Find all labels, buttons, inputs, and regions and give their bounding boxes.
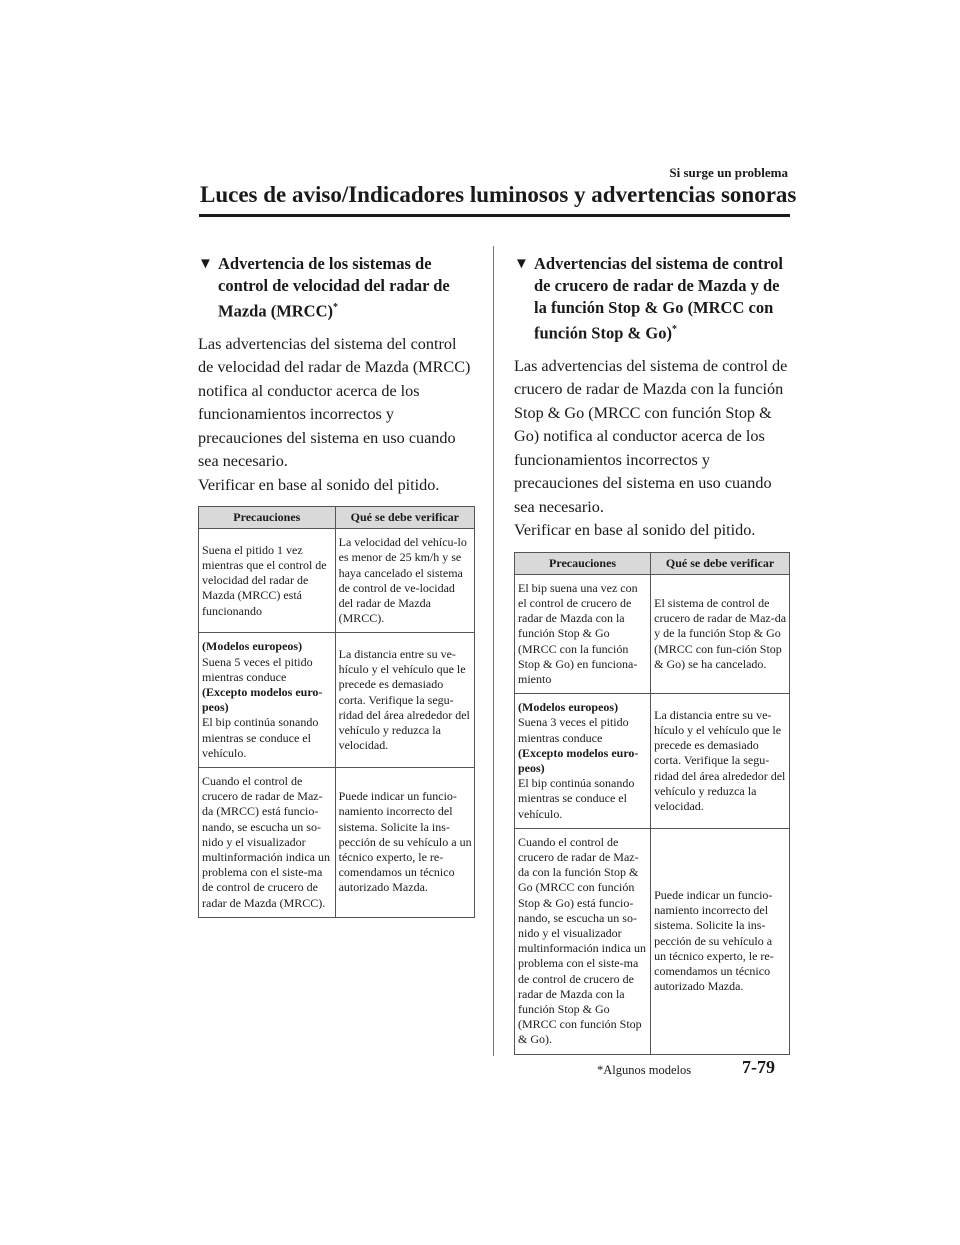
table-cell: El sistema de control de crucero de radar de Maz-da y de la función Stop & Go (MRCC con fun-ción Stop & Go) se ha cancelado. — [651, 574, 790, 693]
section-heading-mrcc — [198, 253, 475, 323]
chapter-label: Si surge un problema — [669, 165, 788, 180]
table-cell: Puede indicar un funcio-namiento incorrecto del sistema. Solicite la ins-pección de su vehículo a un técnico experto, le re-comendamos un técnico autorizado Mazda. — [335, 768, 474, 918]
table-header-check: Qué se debe verificar — [335, 507, 474, 529]
page-title: Luces de aviso/Indicadores luminosos y advertencias sonoras — [200, 182, 797, 207]
column-divider — [493, 246, 494, 1056]
cell-bold-label: (Modelos europeos) — [202, 639, 303, 654]
cell-text: Suena 5 veces el pitido mientras conduce — [202, 654, 313, 684]
table-header-precautions: Precauciones — [515, 552, 651, 574]
footnote-models: *Algunos modelos — [597, 1063, 692, 1077]
table-row — [199, 633, 475, 768]
table-cell: Suena el pitido 1 vez mientras que el control de velocidad del radar de Mazda (MRCC) está funcionando — [199, 529, 336, 633]
cell-text: El bip continúa sonando mientras se conduce el vehículo. — [518, 776, 635, 821]
footnote-mark: * — [333, 302, 339, 313]
cell-bold-label: (Excepto modelos euro-peos) — [202, 685, 323, 715]
table-cell: Puede indicar un funcio-namiento incorrecto del sistema. Solicite la ins-pección de su vehículo a un técnico experto, le re-comendamos un técnico autorizado Mazda. — [651, 828, 790, 1054]
footnote-mark: * — [671, 324, 677, 335]
right-column — [514, 253, 790, 1055]
check-line: Verificar en base al sonido del pitido. — [198, 475, 440, 494]
title-rule — [199, 214, 790, 217]
cell-text: Suena 3 veces el pitido mientras conduce — [518, 715, 629, 745]
table-cell: La distancia entre su ve-hículo y el vehículo que le precede es demasiado corta. Verifique la segu-ridad del área alrededor del vehículo y reduzca la velocidad. — [651, 694, 790, 829]
table-cell: Cuando el control de crucero de radar de Maz-da con la función Stop & Go (MRCC con función Stop & Go) está funcio-nando, se escucha un so-nido y el visualizador multinformación indica un problema con el siste-ma de control de crucero de radar de Mazda con la función Stop & Go (MRCC con función Stop & Go). — [515, 828, 651, 1054]
table-header-precautions: Precauciones — [199, 507, 336, 529]
section-heading-mrcc-stop-go — [514, 253, 790, 345]
warning-table-mrcc — [198, 506, 475, 918]
table-row — [515, 828, 790, 1054]
heading-text: Advertencias del sistema de control de crucero de radar de Mazda y de la función Stop & Go (MRCC con función Stop & Go) — [534, 254, 783, 343]
table-cell: La velocidad del vehícu-lo es menor de 25 km/h y se haya cancelado el sistema de control de ve-locidad del radar de Mazda (MRCC). — [335, 529, 474, 633]
table-header-check: Qué se debe verificar — [651, 552, 790, 574]
table-cell — [515, 694, 651, 829]
paragraph-text: Las advertencias del sistema de control de crucero de radar de Mazda con la función Stop & Go (MRCC con función Stop & Go) notifica al conductor acerca de los funcionamientos incorrectos y precauciones del sistema en uso cuando sea necesario. — [514, 356, 788, 516]
check-line: Verificar en base al sonido del pitido. — [514, 521, 756, 539]
table-row — [199, 529, 475, 633]
table-cell — [199, 633, 336, 768]
triangle-down-icon: ▼ — [514, 256, 529, 272]
paragraph-text: Las advertencias del sistema del control de velocidad del radar de Mazda (MRCC) notifica al conductor acerca de los funcionamientos incorrectos y precauciones del sistema en uso cuando sea necesario. — [198, 334, 471, 470]
table-cell: La distancia entre su ve-hículo y el vehículo que le precede es demasiado corta. Verifique la segu-ridad del área alrededor del vehículo y reduzca la velocidad. — [335, 633, 474, 768]
cell-bold-label: (Modelos europeos) — [518, 700, 619, 715]
table-row — [515, 694, 790, 829]
table-cell: Cuando el control de crucero de radar de Maz-da (MRCC) está funcio-nando, se escucha un so-nido y el visualizador multinformación indica un problema con el siste-ma de control de crucero de radar de Mazda (MRCC). — [199, 768, 336, 918]
cell-text: El bip continúa sonando mientras se conduce el vehículo. — [202, 715, 319, 760]
table-cell: El bip suena una vez con el control de crucero de radar de Mazda con la función Stop & Go (MRCC con la función Stop & Go) en funciona-miento — [515, 574, 651, 693]
table-row — [199, 768, 475, 918]
triangle-down-icon: ▼ — [198, 256, 213, 272]
warning-table-mrcc-stop-go — [514, 552, 790, 1055]
page-number: 7-79 — [742, 1057, 775, 1077]
cell-bold-label: (Excepto modelos euro-peos) — [518, 745, 639, 775]
section-paragraph — [514, 355, 790, 543]
heading-text: Advertencia de los sistemas de control de velocidad del radar de Mazda (MRCC) — [218, 254, 450, 321]
left-column — [198, 253, 475, 918]
table-row — [515, 574, 790, 693]
section-paragraph — [198, 333, 475, 498]
